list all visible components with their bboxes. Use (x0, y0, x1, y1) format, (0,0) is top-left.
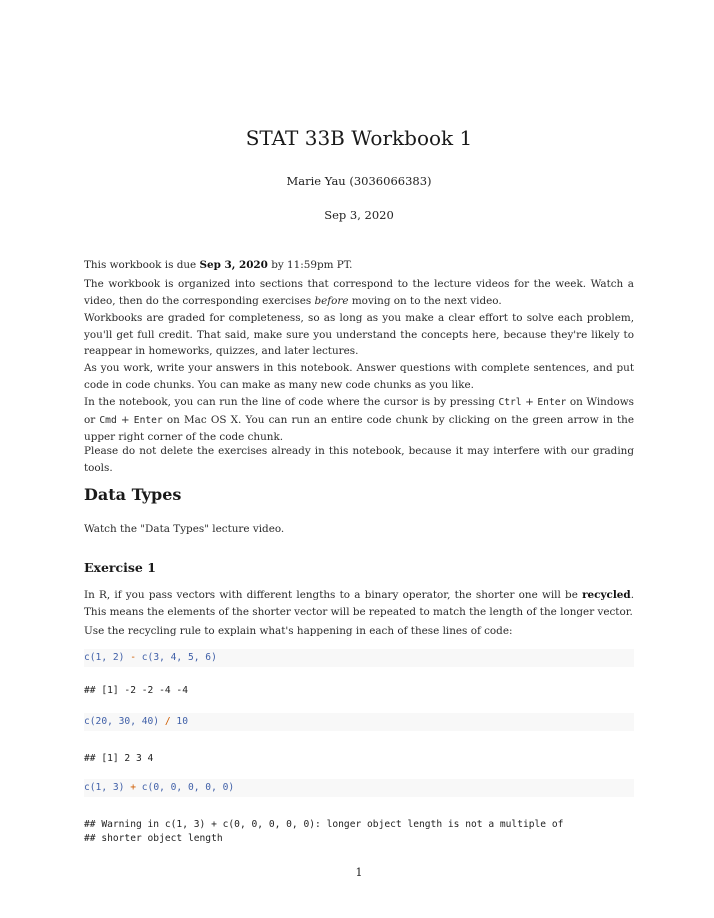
code-output-3-line-1: ## Warning in c(1, 3) + c(0, 0, 0, 0, 0): longer object length is not a multiple of (84, 819, 564, 830)
section-heading: Data Types (84, 485, 182, 504)
code-text: c(20, 30, 40) (84, 716, 165, 727)
run-text-2: on Windows or (84, 396, 635, 426)
kbd-ctrl: Ctrl (498, 397, 522, 408)
exercise-text-pre: In R, if you pass vectors with different lengths to a binary operator, the shorter one will be (84, 589, 583, 601)
document-author: Marie Yau (3036066383) (286, 174, 432, 188)
watch-paragraph: Watch the "Data Types" lecture video. (84, 523, 285, 535)
organized-paragraph (84, 276, 634, 309)
recycled-bold: recycled (582, 589, 631, 601)
graded-paragraph: Workbooks are graded for completeness, so as long as you make a clear effort to solve each problem, you'll get full credit. That said, make sure you understand the concepts here, because they're likely to reappear in homeworks, quizzes, and later lectures. (84, 312, 634, 357)
plus-1: + (521, 396, 538, 408)
code-chunk-1[interactable] (84, 649, 634, 667)
code-text: c(0, 0, 0, 0, 0) (136, 782, 235, 793)
code-text: 10 (170, 716, 188, 727)
code-output-2: ## [1] 2 3 4 (84, 753, 154, 764)
run-text-1: In the notebook, you can run the line of code where the cursor is by pressing (84, 396, 499, 408)
kbd-cmd: Cmd (99, 414, 117, 426)
due-text-post: by 11:59pm PT. (267, 259, 353, 271)
exercise-text-post: . This means the elements of the shorter vector will be repeated to match the length of the longer vector. (84, 589, 634, 618)
page-number: 1 (355, 866, 363, 879)
exercise-heading: Exercise 1 (84, 560, 156, 575)
plus-2: + (116, 413, 134, 426)
code-operator: / (164, 716, 171, 727)
document-title: STAT 33B Workbook 1 (245, 126, 473, 150)
run-code-paragraph (84, 394, 634, 446)
code-text: c(1, 2) (84, 652, 131, 663)
organized-text-pre: The workbook is organized into sections that correspond to the lecture videos for the week. Watch a video, then do the corresponding exercises (84, 278, 634, 307)
as-you-work-paragraph: As you work, write your answers in this notebook. Answer questions with complete sentences, and put code in code chunks. You can make as many new code chunks as you like. (84, 362, 634, 391)
organized-text-post: moving on to the next video. (348, 294, 502, 307)
code-operator: - (130, 652, 136, 663)
code-output-1: ## [1] -2 -2 -4 -4 (84, 685, 188, 696)
run-text-3: on Mac OS X. You can run an entire code chunk by clicking on the green arrow in the upper right corner of the code chunk. (84, 413, 635, 443)
kbd-enter-2: Enter (133, 414, 163, 426)
code-chunk-3[interactable] (84, 779, 634, 797)
organized-italic: before (314, 294, 349, 307)
code-chunk-2[interactable] (84, 713, 634, 731)
due-text-pre: This workbook is due (84, 259, 200, 271)
kbd-enter-1: Enter (537, 397, 567, 408)
code-text: c(1, 3) (84, 782, 131, 793)
code-operator: + (130, 782, 136, 793)
due-paragraph (84, 257, 634, 274)
due-date-bold: Sep 3, 2020 (199, 259, 268, 271)
document-date: Sep 3, 2020 (324, 208, 394, 222)
code-text: c(3, 4, 5, 6) (136, 652, 217, 663)
code-output-3-line-2: ## shorter object length (84, 833, 223, 844)
exercise-paragraph-1 (84, 587, 634, 620)
exercise-paragraph-2: Use the recycling rule to explain what's happening in each of these lines of code: (84, 625, 513, 637)
please-paragraph: Please do not delete the exercises already in this notebook, because it may interfere with our grading tools. (84, 445, 634, 474)
